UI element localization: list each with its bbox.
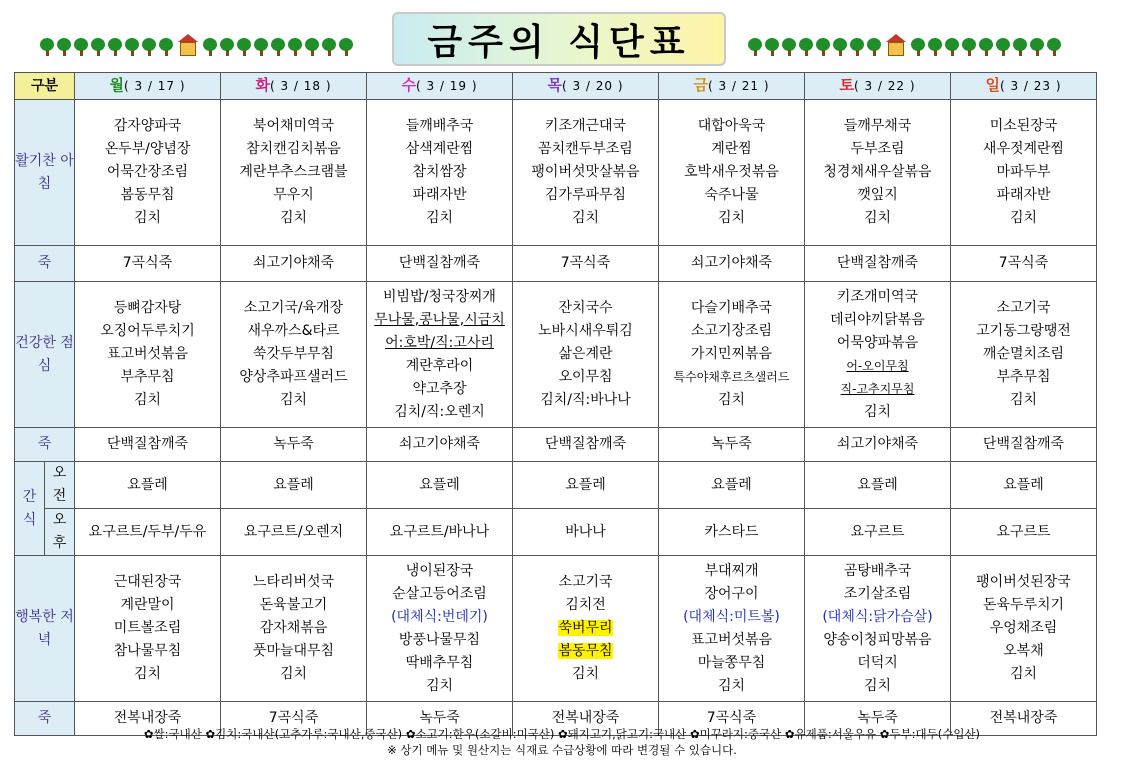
lunch-sat	[805, 282, 951, 428]
day-name: 화	[255, 76, 270, 94]
lunch-tue	[221, 282, 367, 428]
menu-item: 새우젓계란찜	[982, 141, 1065, 157]
day-date: ( 3 / 17 )	[123, 79, 186, 93]
menu-item: 부추무침	[120, 369, 175, 385]
menu-item: 표고버섯볶음	[106, 346, 189, 362]
tree-icon	[322, 38, 336, 56]
breakfast-row	[15, 100, 1097, 246]
menu-item-underlined: 직-고추지무침	[840, 381, 915, 396]
porridge-thu: 전복내장죽	[513, 702, 659, 736]
day-name: 목	[547, 76, 562, 94]
menu-item: 파래자반	[412, 187, 467, 203]
highlighted-item: 봄동무침	[558, 643, 613, 659]
substitute-item: (대체식:닭가슴살)	[822, 608, 933, 625]
day-name: 금	[693, 76, 708, 94]
day-header-wed	[367, 73, 513, 100]
lunch-row	[15, 282, 1097, 428]
breakfast-tue	[221, 100, 367, 246]
menu-item: 두부조림	[850, 141, 905, 157]
highlighted-item: 쑥버무리	[558, 620, 613, 636]
snack-am-sun: 요플레	[951, 462, 1097, 509]
tree-icon	[305, 38, 319, 56]
menu-item: 감자양파국	[113, 118, 182, 134]
tree-icon	[91, 38, 105, 56]
day-header-thu	[513, 73, 659, 100]
substitute-item: (대체식:미트볼)	[683, 608, 780, 625]
menu-item: 양상추파프샐러드	[239, 369, 348, 385]
change-notice: ※ 상기 메뉴 및 원산지는 식재료 수급상황에 따라 변경될 수 있습니다.	[387, 743, 737, 757]
menu-item-underlined: 어-오이무침	[846, 358, 909, 373]
menu-item: 냉이된장국	[405, 562, 474, 579]
tree-icon	[1030, 38, 1044, 56]
menu-item: 미트볼조림	[113, 620, 182, 636]
menu-item: 돈육두루치기	[982, 597, 1065, 613]
label-line: 오	[52, 512, 67, 528]
menu-item: 데리야끼닭볶음	[830, 311, 925, 328]
day-name: 일	[985, 76, 1000, 94]
snack-label	[15, 462, 45, 556]
menu-item: 참나물무침	[113, 643, 182, 659]
menu-item: 청경채새우살볶음	[823, 164, 932, 180]
porridge-row-2	[15, 428, 1097, 462]
label-line: 행복한	[15, 608, 56, 625]
menu-item: 김치	[717, 392, 746, 408]
label-line: 식	[22, 511, 37, 528]
snack-am-wed: 요플레	[367, 462, 513, 509]
menu-item: 오복채	[1003, 643, 1044, 659]
day-date: ( 3 / 21 )	[707, 79, 770, 93]
menu-item: 어묵간장조림	[106, 164, 189, 180]
snack-afternoon-row	[15, 509, 1097, 556]
day-date: ( 3 / 18 )	[269, 79, 332, 93]
tree-icon	[945, 38, 959, 56]
snack-morning-row	[15, 462, 1097, 509]
tree-icon	[833, 38, 847, 56]
menu-item: 김가루파무침	[544, 187, 627, 203]
label-line: 전	[52, 488, 67, 504]
page-title-text: 금주의 식단표	[427, 21, 691, 63]
snack-morning-label	[45, 462, 75, 509]
tree-icon	[911, 38, 925, 56]
menu-item-underlined: 무나물,콩나물,시금치	[374, 311, 505, 328]
tree-icon	[40, 38, 54, 56]
menu-item: 가지민찌볶음	[690, 346, 773, 362]
menu-item: 김치	[425, 677, 454, 694]
snack-pm-sat: 요구르트	[805, 509, 951, 556]
meal-plan-table	[14, 72, 1097, 736]
menu-item: 김치	[571, 666, 600, 682]
menu-item: 잔치국수	[558, 300, 613, 316]
menu-item: 양송이청피망볶음	[823, 631, 932, 648]
snack-pm-wed: 요구르트/바나나	[367, 509, 513, 556]
menu-item: 특수야채후르츠샐러드	[673, 370, 790, 384]
menu-item: 김치/직:바나나	[540, 392, 631, 408]
day-date: ( 3 / 22 )	[853, 79, 916, 93]
menu-item: 삶은계란	[558, 346, 613, 362]
porridge-fri: 녹두죽	[659, 428, 805, 462]
porridge-wed: 쇠고기야채죽	[367, 428, 513, 462]
menu-item: 돈육불고기	[259, 597, 328, 613]
menu-item: 소고기국	[996, 300, 1051, 316]
tree-icon	[108, 38, 122, 56]
menu-item: 곰탕배추국	[843, 562, 912, 579]
dinner-row	[15, 556, 1097, 702]
tree-icon	[782, 38, 796, 56]
tree-icon	[254, 38, 268, 56]
tree-icon	[928, 38, 942, 56]
porridge-sun: 7곡식죽	[951, 246, 1097, 282]
menu-item: 대합아욱국	[697, 118, 766, 134]
snack-pm-mon: 요구르트/두부/두유	[75, 509, 221, 556]
page-title	[392, 12, 726, 66]
breakfast-wed	[367, 100, 513, 246]
breakfast-sun	[951, 100, 1097, 246]
menu-item: 김치	[279, 392, 308, 408]
menu-item: 호박새우젓볶음	[684, 164, 779, 180]
porridge-sat: 녹두죽	[805, 702, 951, 736]
menu-item: 숙주나물	[704, 187, 759, 203]
lunch-wed	[367, 282, 513, 428]
dinner-wed	[367, 556, 513, 702]
menu-item: 무우지	[273, 187, 314, 203]
snack-afternoon-label	[45, 509, 75, 556]
porridge-fri: 쇠고기야채죽	[659, 246, 805, 282]
day-name: 수	[401, 76, 416, 94]
day-name: 월	[109, 76, 124, 94]
tree-icon	[1047, 38, 1061, 56]
porridge-thu: 단백질참깨죽	[513, 428, 659, 462]
menu-item: 조기살조림	[843, 585, 912, 602]
menu-item: 고기동그랑땡전	[976, 323, 1071, 339]
menu-item: 순살고등어조림	[392, 585, 487, 602]
snack-am-fri: 요플레	[659, 462, 805, 509]
day-date: ( 3 / 23 )	[999, 79, 1062, 93]
porridge-sun: 단백질참깨죽	[951, 428, 1097, 462]
dinner-label	[15, 556, 75, 702]
porridge-tue: 녹두죽	[221, 428, 367, 462]
porridge-sun: 전복내장죽	[951, 702, 1097, 736]
porridge-tue: 7곡식죽	[221, 702, 367, 736]
tree-icon	[288, 38, 302, 56]
dinner-thu	[513, 556, 659, 702]
category-header: 구분	[15, 73, 75, 100]
menu-item: 김치	[571, 210, 600, 226]
menu-item: 팽이버섯맛살볶음	[531, 164, 640, 180]
tree-icon	[748, 38, 762, 56]
menu-item: 온두부/양념장	[104, 141, 191, 157]
tree-icon	[962, 38, 976, 56]
breakfast-thu	[513, 100, 659, 246]
day-header-tue	[221, 73, 367, 100]
menu-item: 삼색계란찜	[405, 141, 474, 157]
breakfast-sat	[805, 100, 951, 246]
menu-item: 오이무침	[558, 369, 613, 385]
menu-item: 느타리버섯국	[252, 574, 335, 590]
menu-item: 계란후라이	[405, 357, 474, 374]
label-line: 건강한	[15, 334, 56, 351]
menu-item: 마늘쫑무침	[697, 654, 766, 671]
menu-item: 김치	[1009, 392, 1038, 408]
day-header-sat	[805, 73, 951, 100]
menu-item: 어묵양파볶음	[836, 334, 919, 351]
lunch-label	[15, 282, 75, 428]
label-line: 활기찬	[15, 152, 56, 169]
dinner-sat	[805, 556, 951, 702]
breakfast-label	[15, 100, 75, 246]
house-icon	[178, 34, 198, 56]
menu-item: 참치캔김치볶음	[246, 141, 341, 157]
menu-item: 미소된장국	[989, 118, 1058, 134]
porridge-row-1	[15, 246, 1097, 282]
tree-icon	[237, 38, 251, 56]
tree-icon	[271, 38, 285, 56]
header-row	[15, 73, 1097, 100]
porridge-mon: 7곡식죽	[75, 246, 221, 282]
tree-icon	[850, 38, 864, 56]
porridge-label: 죽	[15, 702, 75, 736]
tree-icon	[799, 38, 813, 56]
day-date: ( 3 / 19 )	[415, 79, 478, 93]
menu-item: 쑥갓두부무침	[252, 346, 335, 362]
tree-icon	[816, 38, 830, 56]
dinner-fri	[659, 556, 805, 702]
menu-item: 키조개미역국	[836, 288, 919, 305]
porridge-sat: 쇠고기야채죽	[805, 428, 951, 462]
label-line: 후	[52, 535, 67, 551]
menu-item: 오징어두루치기	[100, 323, 195, 339]
substitute-item: (대체식:번데기)	[391, 608, 488, 625]
menu-item: 비빔밥/청국장찌개	[383, 288, 496, 305]
tree-icon	[159, 38, 173, 56]
menu-item: 파래자반	[996, 187, 1051, 203]
menu-item: 김치	[133, 210, 162, 226]
lunch-mon	[75, 282, 221, 428]
lunch-thu	[513, 282, 659, 428]
day-date: ( 3 / 20 )	[561, 79, 624, 93]
tree-icon	[1013, 38, 1027, 56]
breakfast-fri	[659, 100, 805, 246]
tree-icon	[57, 38, 71, 56]
menu-item: 들깨배추국	[405, 118, 474, 134]
menu-item: 풋마늘대무침	[252, 643, 335, 659]
menu-item: 감자채볶음	[259, 620, 328, 636]
menu-item: 계란부추스크램블	[239, 164, 348, 180]
menu-item: 소고기장조림	[690, 323, 773, 339]
menu-item: 참치쌈장	[412, 164, 467, 180]
porridge-sat: 단백질참깨죽	[805, 246, 951, 282]
snack-am-mon: 요플레	[75, 462, 221, 509]
snack-am-tue: 요플레	[221, 462, 367, 509]
menu-item: 새우까스&타르	[247, 323, 340, 339]
menu-item: 김치/직:오렌지	[394, 403, 485, 420]
label-line: 저녁	[37, 608, 74, 648]
tree-icon	[765, 38, 779, 56]
menu-item: 방풍나물무침	[398, 631, 481, 648]
menu-item: 소고기국/육개장	[243, 300, 344, 316]
snack-pm-fri: 카스타드	[659, 509, 805, 556]
menu-item: 부대찌개	[704, 562, 759, 579]
origin-note: ✿쌀:국내산 ✿김치:국내산(고추가루:국내산,중국산) ✿소고기:한우(소갈비:미국산) ✿돼지고기,닭고기:국내산 ✿미꾸라지:중국산 ✿유제품:서울우유 ✿두부:대두(수입산)	[143, 727, 981, 741]
menu-item: 계란찜	[711, 141, 752, 157]
tree-icon	[339, 38, 353, 56]
lunch-fri	[659, 282, 805, 428]
menu-item: 마파두부	[996, 164, 1051, 180]
menu-item: 김치	[863, 210, 892, 226]
lunch-sun	[951, 282, 1097, 428]
menu-item: 표고버섯볶음	[690, 631, 773, 648]
menu-item: 우엉채조림	[989, 620, 1058, 636]
porridge-mon: 단백질참깨죽	[75, 428, 221, 462]
tree-icon	[125, 38, 139, 56]
menu-item: 북어채미역국	[252, 118, 335, 134]
menu-item-underlined: 어:호박/직:고사리	[385, 334, 494, 351]
menu-item: 김치전	[565, 597, 606, 613]
breakfast-mon	[75, 100, 221, 246]
porridge-wed: 녹두죽	[367, 702, 513, 736]
tree-icon	[74, 38, 88, 56]
menu-item: 노바시새우튀김	[538, 323, 633, 339]
menu-item: 김치	[1009, 210, 1038, 226]
day-header-mon	[75, 73, 221, 100]
menu-item: 김치	[717, 210, 746, 226]
porridge-wed: 단백질참깨죽	[367, 246, 513, 282]
day-header-fri	[659, 73, 805, 100]
menu-item: 김치	[1009, 666, 1038, 682]
menu-item: 김치	[279, 210, 308, 226]
menu-item: 계란말이	[120, 597, 175, 613]
label-line: 오	[52, 465, 67, 481]
porridge-thu: 7곡식죽	[513, 246, 659, 282]
tree-icon	[996, 38, 1010, 56]
menu-item: 김치	[863, 403, 892, 420]
tree-icon	[867, 38, 881, 56]
menu-item: 꼼치캔두부조림	[538, 141, 633, 157]
tree-icon	[220, 38, 234, 56]
snack-am-sat: 요플레	[805, 462, 951, 509]
snack-pm-tue: 요구르트/오렌지	[221, 509, 367, 556]
tree-icon	[979, 38, 993, 56]
tree-icon	[142, 38, 156, 56]
menu-item: 딱배추무침	[405, 654, 474, 671]
menu-item: 팽이버섯된장국	[976, 574, 1071, 590]
day-name: 토	[839, 76, 854, 94]
snack-pm-sun: 요구르트	[951, 509, 1097, 556]
menu-item: 김치	[863, 677, 892, 694]
menu-item: 약고추장	[412, 380, 467, 397]
dinner-sun	[951, 556, 1097, 702]
snack-am-thu: 요플레	[513, 462, 659, 509]
menu-item: 봄동무침	[120, 187, 175, 203]
menu-item: 더덕지	[857, 654, 898, 671]
menu-item: 장어구이	[704, 585, 759, 602]
label-line: 아침	[37, 152, 74, 192]
dinner-tue	[221, 556, 367, 702]
menu-item: 등뼈감자탕	[113, 300, 182, 316]
menu-item: 깨순멸치조림	[982, 346, 1065, 362]
label-line: 점심	[37, 334, 74, 374]
menu-item: 다슬기배추국	[690, 300, 773, 316]
menu-item: 깻잎지	[857, 187, 898, 203]
menu-item: 들깨무채국	[843, 118, 912, 134]
menu-item: 근대된장국	[113, 574, 182, 590]
snack-pm-thu: 바나나	[513, 509, 659, 556]
menu-item: 김치	[425, 210, 454, 226]
house-icon	[886, 34, 906, 56]
menu-item: 김치	[279, 666, 308, 682]
porridge-tue: 쇠고기야채죽	[221, 246, 367, 282]
tree-icon	[203, 38, 217, 56]
menu-item: 김치	[717, 677, 746, 694]
day-header-sun	[951, 73, 1097, 100]
porridge-fri: 7곡식죽	[659, 702, 805, 736]
menu-item: 김치	[133, 392, 162, 408]
label-line: 간	[22, 488, 37, 505]
menu-item: 소고기국	[558, 574, 613, 590]
menu-item: 키조개근대국	[544, 118, 627, 134]
left-decoration	[40, 34, 353, 56]
right-decoration	[748, 34, 1061, 56]
porridge-mon: 전복내장죽	[75, 702, 221, 736]
dinner-mon	[75, 556, 221, 702]
porridge-label: 죽	[15, 428, 75, 462]
porridge-label: 죽	[15, 246, 75, 282]
menu-item: 김치	[133, 666, 162, 682]
menu-item: 부추무침	[996, 369, 1051, 385]
